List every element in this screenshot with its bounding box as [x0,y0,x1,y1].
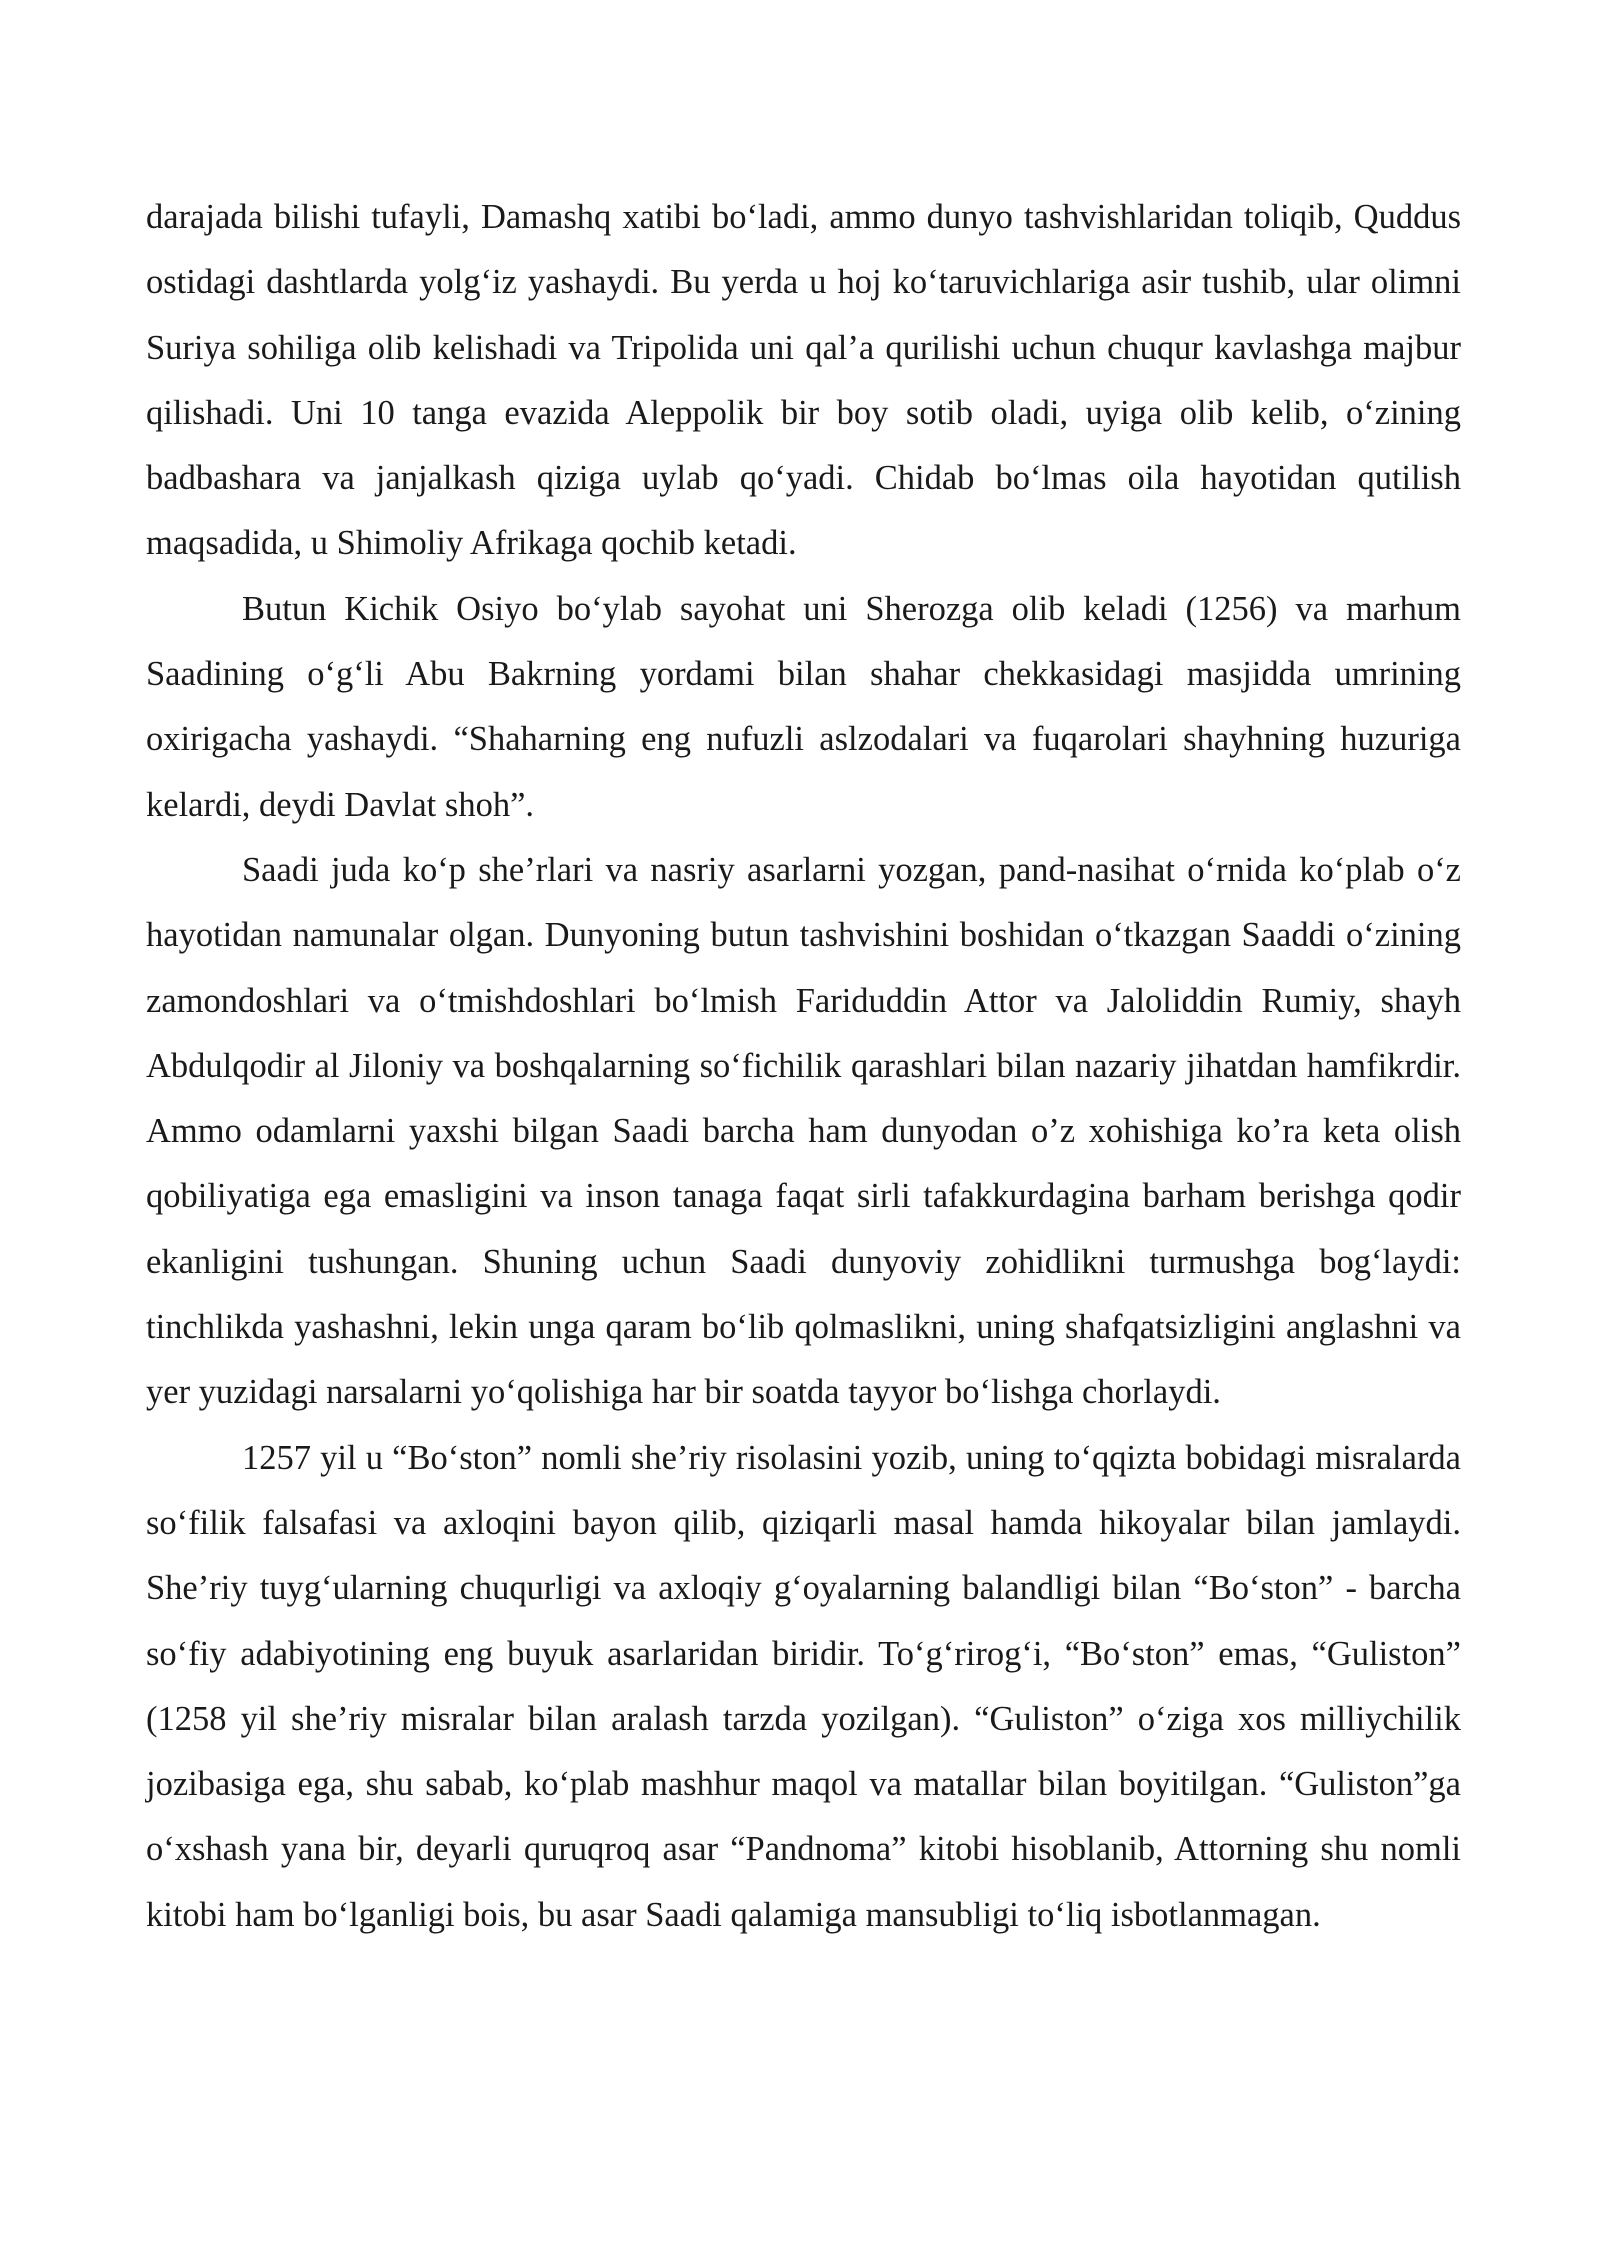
paragraph-3: Saadi juda ko‘p she’rlari va nasriy asarlarni yozgan, pand-nasihat o‘rnida ko‘plab o‘z hayotidan namunalar olgan. Dunyoning butun tashvishini boshidan o‘tkazgan Saaddi o‘zining zamondoshlari va o‘tmishdoshlari bo‘lmish Fariduddin Attor va Jaloliddin Rumiy, shayh Abdulqodir al Jiloniy va boshqalarning so‘fichilik qarashlari bilan nazariy jihatdan hamfikrdir. Ammo odamlarni yaxshi bilgan Saadi barcha ham dunyodan o’z xohishiga ko’ra keta olish qobiliyatiga ega emasligini va inson tanaga faqat sirli tafakkurdagina barham berishga qodir ekanligini tushungan. Shuning uchun Saadi dunyoviy zohidlikni turmushga bog‘laydi: tinchlikda yashashni, lekin unga qaram bo‘lib qolmaslikni, uning shafqatsizligini anglashni va yer yuzidagi narsalarni yo‘qolishiga har bir soatda tayyor bo‘lishga chorlaydi. [146,850,1461,1412]
paragraph-1: darajada bilishi tufayli, Damashq xatibi bo‘ladi, ammo dunyo tashvishlaridan toliqib, Quddus ostidagi dashtlarda yolg‘iz yashaydi. Bu yerda u hoj ko‘taruvichlariga asir tushib, ular olimni Suriya sohiliga olib kelishadi va Tripolida uni qal’a qurilishi uchun chuqur kavlashga majbur qilishadi. Uni 10 tanga evazida Aleppolik bir boy sotib oladi, uyiga olib kelib, o‘zining badbashara va janjalkash qiziga uylab qo‘yadi. Chidab bo‘lmas oila hayotidan qutilish maqsadida, u Shimoliy Afrikaga qochib ketadi. [146,198,1461,563]
paragraph-2: Butun Kichik Osiyo bo‘ylab sayohat uni Sherozga olib keladi (1256) va marhum Saadining o‘g‘li Abu Bakrning yordami bilan shahar chekkasidagi masjidda umrining oxirigacha yashaydi. “Shaharning eng nufuzli aslzodalari va fuqarolari shayhning huzuriga kelardi, deydi Davlat shoh”. [146,589,1461,824]
document-page [146,185,1461,1948]
paragraph-4: 1257 yil u “Bo‘ston” nomli she’riy risolasini yozib, uning to‘qqizta bobidagi misralarda so‘filik falsafasi va axloqini bayon qilib, qiziqarli masal hamda hikoyalar bilan jamlaydi. She’riy tuyg‘ularning chuqurligi va axloqiy g‘oyalarning balandligi bilan “Bo‘ston” - barcha so‘fiy adabiyotining eng buyuk asarlaridan biridir. To‘g‘rirog‘i, “Bo‘ston” emas, “Guliston” (1258 yil she’riy misralar bilan aralash tarzda yozilgan). “Guliston” o‘ziga xos milliychilik jozibasiga ega, shu sabab, ko‘plab mashhur maqol va matallar bilan boyitilgan. “Guliston”ga o‘xshash yana bir, deyarli quruqroq asar “Pandnoma” kitobi hisoblanib, Attorning shu nomli kitobi ham bo‘lganligi bois, bu asar Saadi qalamiga mansubligi to‘liq isbotlanmagan. [146,1438,1461,1934]
